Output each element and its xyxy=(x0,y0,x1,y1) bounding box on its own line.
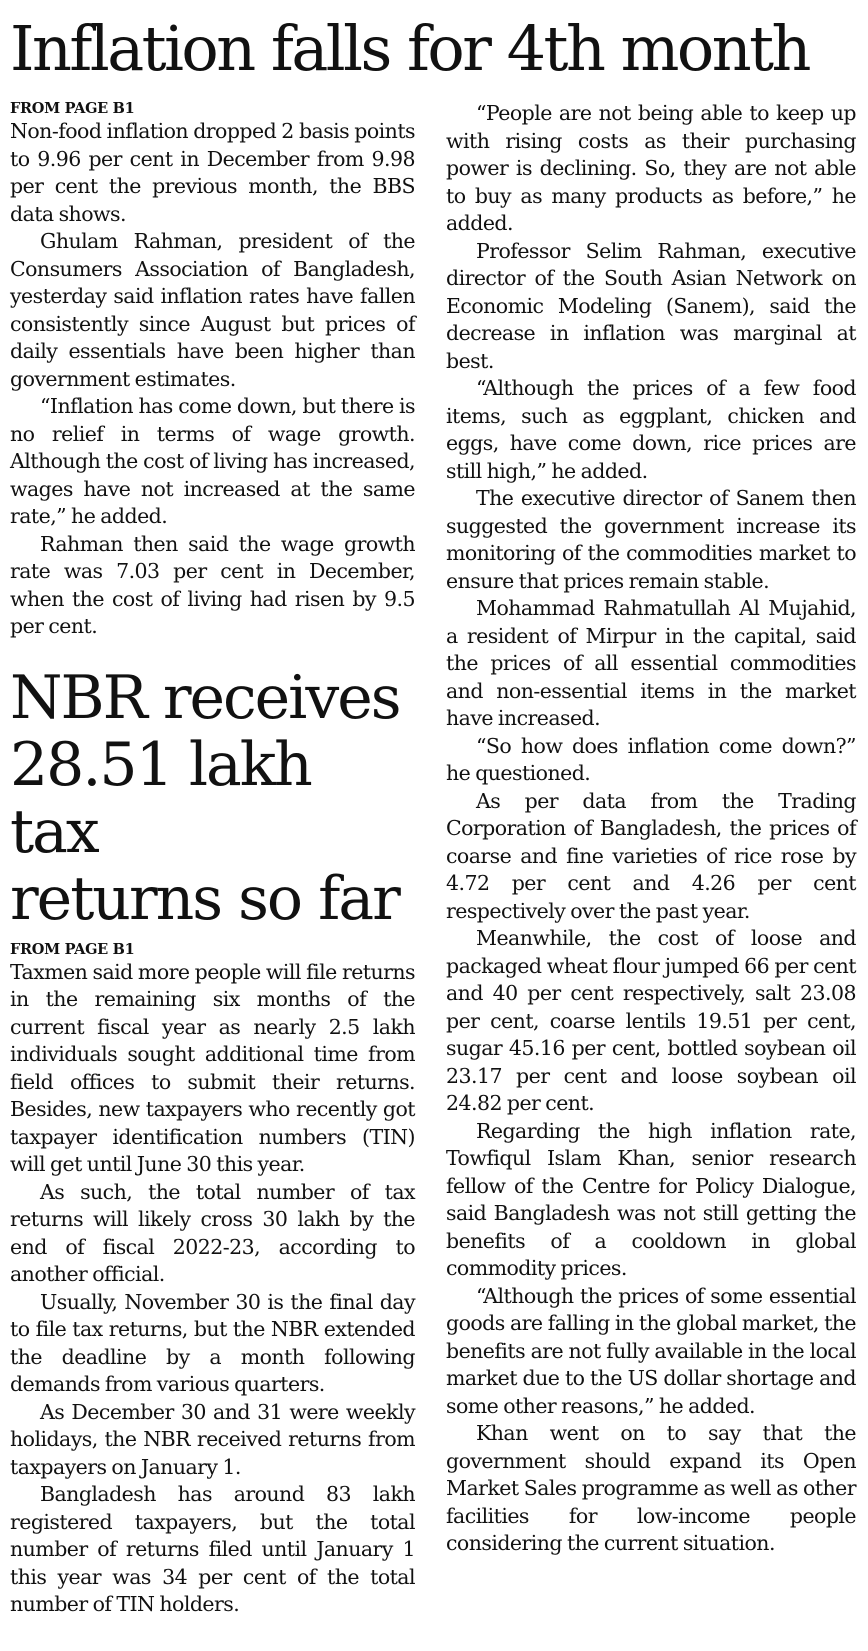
nbr-paragraph: Usually, November 30 is the final day to file tax returns, but the NBR extended the deadline by a month following demands from various quarters. xyxy=(10,1289,415,1396)
inflation-paragraph: Non-food inflation dropped 2 basis points to 9.96 per cent in December from 9.98 per cent the previous month, the BBS data shows. xyxy=(10,119,415,226)
inflation-paragraph: Meanwhile, the cost of loose and packaged wheat flour jumped 66 per cent and 40 per cent respectively, salt 23.08 per cent, coarse lentils 19.51 per cent, sugar 45.16 per cent, bottled soybean oil 23.17 per cent and loose soybean oil 24.82 per cent. xyxy=(446,926,856,1115)
inflation-paragraph: “Although the prices of a few food items, such as eggplant, chicken and eggs, have come down, rice prices are still high,” he added. xyxy=(446,376,856,483)
inflation-paragraph: “Inflation has come down, but there is no relief in terms of wage growth. Although the cost of living has increased, wages have not increased at the same rate,” he added. xyxy=(10,394,415,528)
inflation-paragraph: Professor Selim Rahman, executive director of the South Asian Network on Economic Modeling (Sanem), said the decrease in inflation was marginal at best. xyxy=(446,238,856,373)
headline-nbr-line: 28.51 lakh tax xyxy=(10,729,311,867)
inflation-paragraph: “People are not being able to keep up with rising costs as their purchasing power is declining. So, they are not able to buy as many products as before,” he added. xyxy=(446,101,856,235)
inflation-paragraph: Mohammad Rahmatullah Al Mujahid, a resident of Mirpur in the capital, said the prices of all essential commodities and non-essential items in the market have increased. xyxy=(446,596,856,730)
headline-inflation: Inflation falls for 4th month xyxy=(10,12,809,85)
right-column xyxy=(446,100,856,1558)
kicker-inflation: FROM PAGE B1 xyxy=(10,100,135,117)
left-column xyxy=(10,100,415,1619)
kicker-nbr: FROM PAGE B1 xyxy=(10,940,135,958)
nbr-paragraph: As such, the total number of tax returns will likely cross 30 lakh by the end of fiscal 2022-23, according to another official. xyxy=(10,1179,415,1286)
inflation-paragraph: Regarding the high inflation rate, Towfiqul Islam Khan, senior research fellow of the Centre for Policy Dialogue, said Bangladesh was not still getting the benefits of a cooldown in global commodity prices. xyxy=(446,1118,856,1280)
inflation-paragraph: Khan went on to say that the government should expand its Open Market Sales programme as well as other facilities for low-income people considering the current situation. xyxy=(446,1421,856,1555)
inflation-paragraph: The executive director of Sanem then suggested the government increase its monitoring of the commodities market to ensure that prices remain stable. xyxy=(446,486,856,593)
inflation-paragraph: “So how does inflation come down?” he questioned. xyxy=(446,733,856,785)
headline-nbr-line: returns so far xyxy=(10,863,399,934)
nbr-paragraph: Bangladesh has around 83 lakh registered taxpayers, but the total number of returns filed until January 1 this year was 34 per cent of the total number of TIN holders. xyxy=(10,1482,415,1616)
inflation-paragraph: As per data from the Trading Corporation of Bangladesh, the prices of coarse and fine varieties of rice rose by 4.72 per cent and 4.26 per cent respectively over the past year. xyxy=(446,788,856,923)
inflation-paragraph: “Although the prices of some essential goods are falling in the global market, the benefits are not fully available in the local market due to the US dollar shortage and some other reasons,” he added. xyxy=(446,1283,856,1418)
inflation-paragraph: Rahman then said the wage growth rate was 7.03 per cent in December, when the cost of living had risen by 9.5 per cent. xyxy=(10,531,415,638)
nbr-paragraph: Taxmen said more people will file returns in the remaining six months of the current fiscal year as nearly 2.5 lakh individuals sought additional time from field offices to submit their returns. Besides, new taxpayers who recently got taxpayer identification numbers (TIN) will get until June 30 this year. xyxy=(10,959,415,1176)
inflation-paragraph: Ghulam Rahman, president of the Consumers Association of Bangladesh, yesterday said inflation rates have fallen consistently since August but prices of daily essentials have been higher than government estimates. xyxy=(10,229,415,391)
headline-nbr-line: NBR receives xyxy=(10,662,400,733)
nbr-paragraph: As December 30 and 31 were weekly holidays, the NBR received returns from taxpayers on January 1. xyxy=(10,1399,415,1479)
headline-nbr xyxy=(10,662,415,934)
